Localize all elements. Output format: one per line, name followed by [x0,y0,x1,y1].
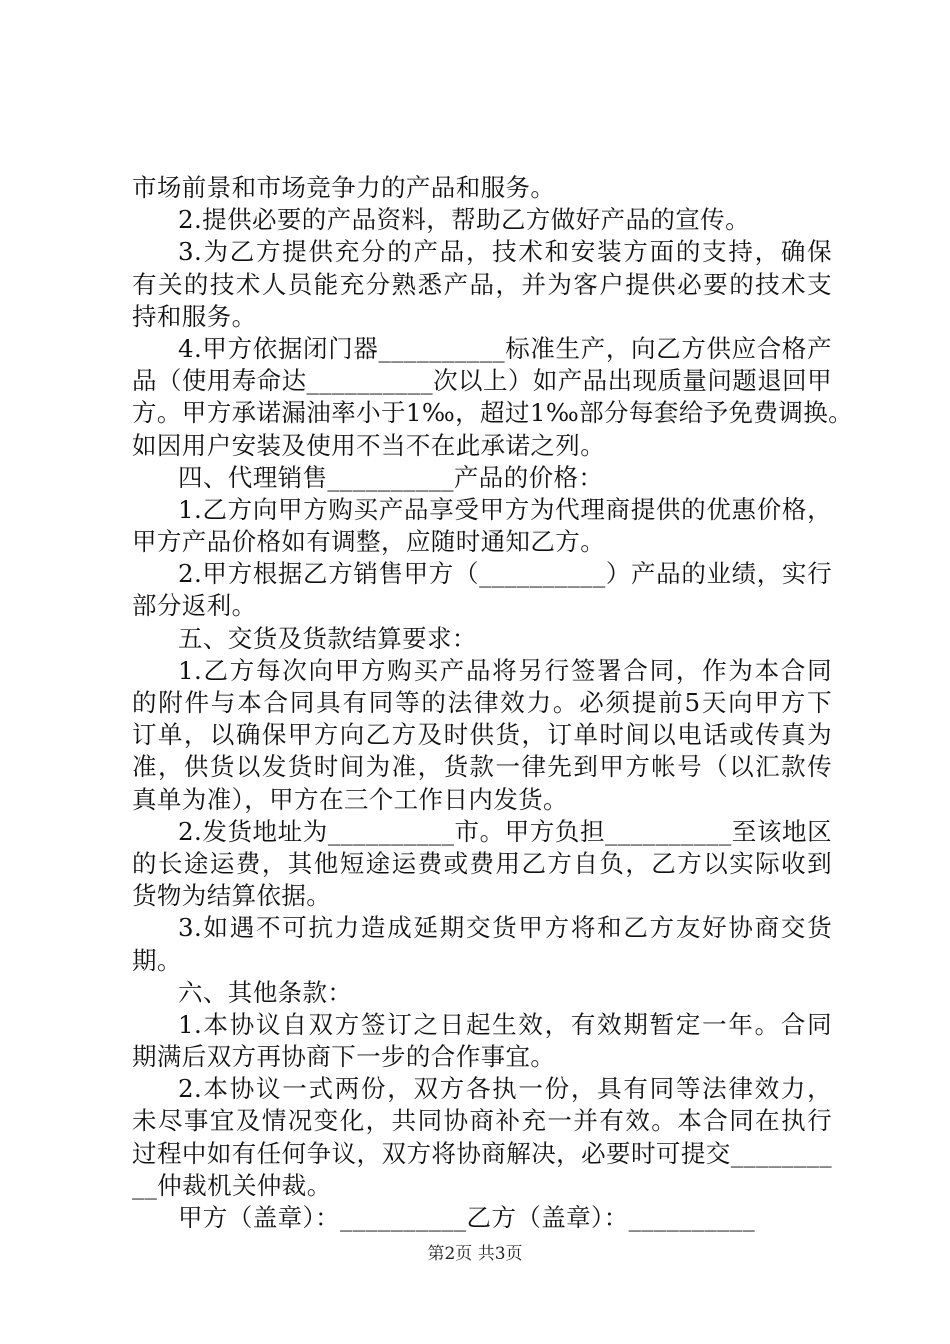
text-line: __仲裁机关仲裁。 [132,1170,332,1200]
text-line: 2.甲方根据乙方销售甲方（__________）产品的业绩，实行 [178,559,832,589]
text-line: 3.如遇不可抗力造成延期交货甲方将和乙方友好协商交货 [178,913,832,943]
text-line: 2.发货地址为__________市。甲方负担__________至该地区 [178,816,832,846]
text-line: 有关的技术人员能充分熟悉产品，并为客户提供必要的技术支 [132,269,832,299]
text-line: 2.提供必要的产品资料，帮助乙方做好产品的宣传。 [178,205,750,235]
text-line: 期满后双方再协商下一步的合作事宜。 [132,1042,556,1072]
page-number: 第2页 共3页 [427,1244,523,1264]
text-line: 1.乙方向甲方购买产品享受甲方为代理商提供的优惠价格， [178,494,832,524]
text-line: 甲方产品价格如有调整，应随时通知乙方。 [132,527,606,557]
document-body [132,172,854,1234]
text-line: 部分返利。 [132,591,257,621]
section-heading: 六、其他条款： [178,977,353,1007]
text-line: 的附件与本合同具有同等的法律效力。必须提前5天向甲方下 [132,688,832,717]
text-line: 1.本协议自双方签订之日起生效，有效期暂定一年。合同 [178,1009,832,1039]
text-line: 品（使用寿命达__________次以上）如产品出现质量问题退回甲 [132,366,832,396]
text-line: 3.为乙方提供充分的产品，技术和安装方面的支持，确保 [178,237,832,267]
text-line: 如因用户安装及使用不当不在此承诺之列。 [132,430,606,460]
text-line: 未尽事宜及情况变化，共同协商补充一并有效。本合同在执行 [132,1106,832,1136]
text-line: 持和服务。 [132,301,257,331]
text-line: 方。甲方承诺漏油率小于1‰，超过1‰部分每套给予免费调换。 [132,398,854,428]
text-line: 4.甲方依据闭门器__________标准生产，向乙方供应合格产 [178,333,832,363]
text-line: 真单为准），甲方在三个工作日内发货。 [132,784,568,814]
text-line: 市场前景和市场竞争力的产品和服务。 [132,173,556,202]
text-line: 准，供货以发货时间为准，货款一律先到甲方帐号（以汇款传 [132,752,832,782]
text-line: 1.乙方每次向甲方购买产品将另行签署合同，作为本合同 [178,655,832,685]
text-line: 订单，以确保甲方向乙方及时供货，订单时间以电话或传真为 [132,720,832,750]
signature-line: 甲方（盖章）：__________乙方（盖章）：__________ [178,1203,756,1232]
text-line: 期。 [132,945,182,975]
text-line: 2.本协议一式两份，双方各执一份，具有同等法律效力， [178,1074,832,1104]
text-line: 过程中如有任何争议，双方将协商解决，必要时可提交________ [132,1138,832,1168]
section-heading: 五、交货及货款结算要求： [178,623,477,653]
text-line: 货物为结算依据。 [132,881,332,911]
text-line: 的长途运费，其他短途运费或费用乙方自负，乙方以实际收到 [132,848,832,878]
section-heading: 四、代理销售__________产品的价格： [178,462,604,492]
